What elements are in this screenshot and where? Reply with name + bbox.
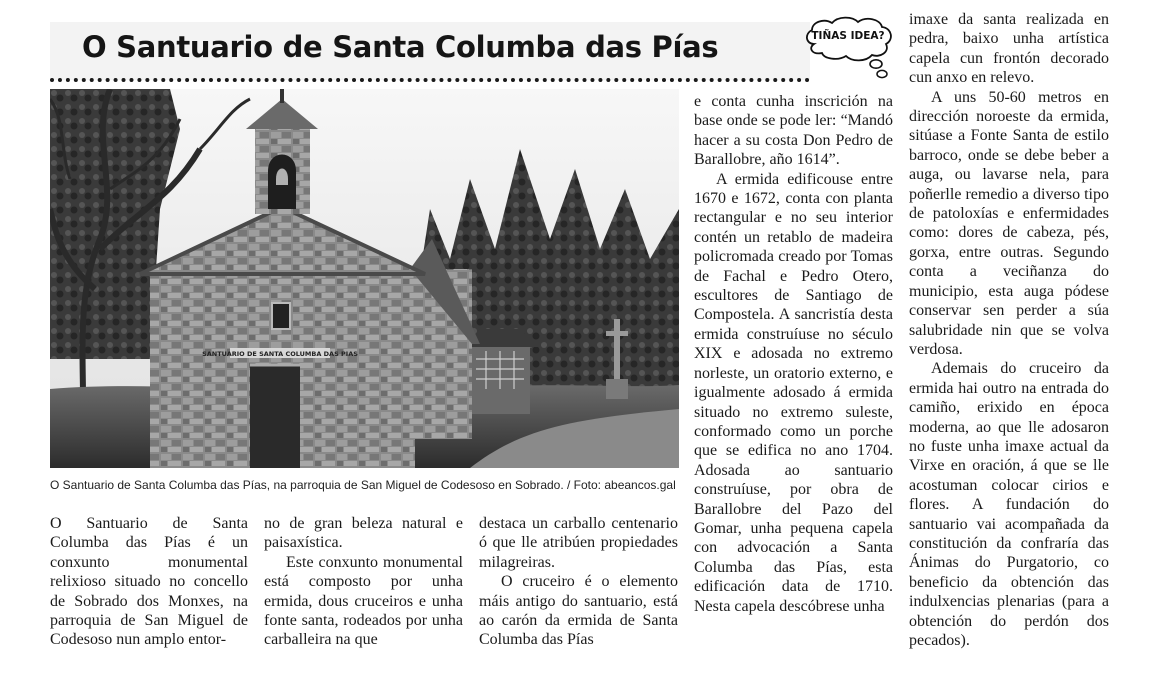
text-column-1 xyxy=(50,514,248,650)
text-column-2 xyxy=(264,514,463,650)
text-column-4 xyxy=(694,92,893,616)
tinas-idea-badge: TIÑAS IDEA? xyxy=(811,30,885,42)
chapel-photo xyxy=(50,89,679,468)
paragraph: imaxe da santa realizada en pedra, baixo unha artística capela cun frontón decorado cun anxo en relevo. xyxy=(909,11,1109,87)
photo-sign-text: SANTUARIO DE SANTA COLUMBA DAS PIAS xyxy=(202,350,358,358)
thought-bubble-icon xyxy=(800,14,900,84)
paragraph: O Santuario de Santa Columba das Pías é un conxunto monumental relixioso situado no concello de Sobrado dos Monxes, na parroquia de San Miguel de Codesoso nun amplo entor- xyxy=(50,515,248,649)
title-divider xyxy=(50,78,810,82)
paragraph: A ermida edificouse entre 1670 e 1672, conta con planta rectangular e no seu interior contén un retablo de madeira policromada creado por Tomas de Fachal e Pedro Otero, escultores de Santiago de Compostela. A sancristía desta ermida construíuse no século XIX e adosada no extremo norleste, un oratorio externo, e igualmente adosado á ermida situado no extremo suleste, conformado como un porche que se edifica no ano 1704. Adosada ao santuario construíuse, por obra de Barallobre del Pazo del Gomar, unha pequena capela con advocación a Santa Columba das Pías, esta edificación data de 1710. Nesta capela descóbrese unha xyxy=(694,170,893,615)
paragraph: O cruceiro é o elemento máis antigo do santuario, está ao carón da ermida de Santa Columba das Pías xyxy=(479,573,678,649)
text-column-3 xyxy=(479,514,678,650)
paragraph: Ademais do cruceiro da ermida hai outro na entrada do camiño, erixido en época moderna, ao que lle adosaron no fuste unha imaxe actual da Virxe en oración, á que se lle acostuman colocar cirios e flores. A fundación do santuario vai acompañada da constitución da confraría das Ánimas do Purgatorio, co beneficio da obtención das indulxencias plenarias (para a obtención do perdón dos pecados). xyxy=(909,360,1109,649)
paragraph: e conta cunha inscrición na base onde se pode ler: “Mandó hacer a su costa Don Pedro de Barallobre, año 1614”. xyxy=(694,93,893,169)
text-column-5 xyxy=(909,10,1109,650)
paragraph: Este conxunto monumental está composto por unha ermida, dous cruceiros e unha fonte santa, rodeados por unha carballeira na que xyxy=(264,553,463,649)
paragraph: no de gran beleza natural e paisaxística. xyxy=(264,515,463,552)
paragraph: A uns 50-60 metros en dirección noroeste da ermida, sitúase a Fonte Santa de estilo barroco, onde se debe beber a auga, ou lavarse nela, para poñerlle remedio a diverso tipo de patoloxías e enfermidades como: dores de cabeza, pés, gorxa, entre outras. Segundo conta a veciñanza do municipio, esta auga pódese conservar sen perder a súa salubridade nin que se volva verdosa. xyxy=(909,88,1109,358)
paragraph: destaca un carballo centenario ó que lle atribúen propiedades milagreiras. xyxy=(479,515,678,571)
photo-caption: O Santuario de Santa Columba das Pías, na parroquia de San Miguel de Codesoso en Sobrado. / Foto: abeancos.gal xyxy=(50,478,676,492)
article-title: O Santuario de Santa Columba das Pías xyxy=(82,30,719,64)
